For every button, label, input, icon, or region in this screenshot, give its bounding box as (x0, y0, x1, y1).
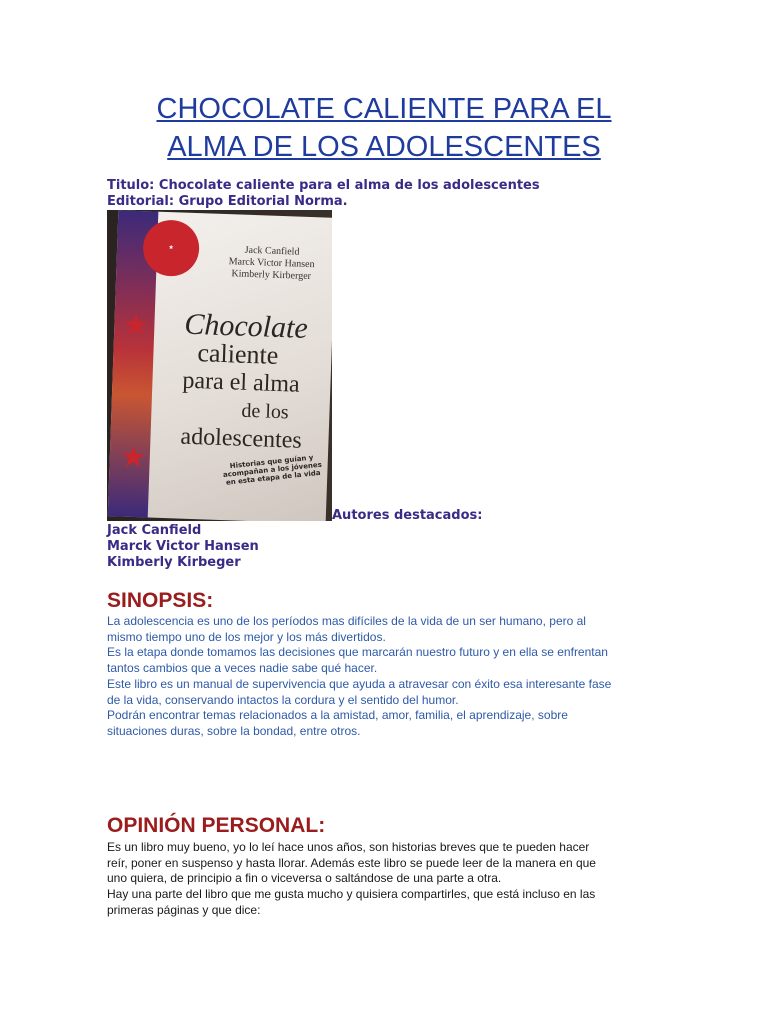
sinopsis-line: de la vida, conservando intactos la cordura y el sentido del humor. (107, 692, 459, 707)
sinopsis-line: mismo tiempo uno de los mejor y los más divertidos. (107, 629, 386, 644)
opinion-line: uno quiera, de principio a fin o viceversa o saltándose de una parte a otra. (107, 871, 502, 886)
cover-title-line: Chocolate (183, 307, 309, 345)
star-icon: ★ (119, 439, 148, 476)
document-title-line-1: CHOCOLATE CALIENTE PARA EL (156, 93, 612, 125)
author-name: Kimberly Kirbeger (107, 555, 241, 570)
opinion-text (107, 840, 667, 919)
opinion-line: reír, poner en suspenso y hasta llorar. Además este libro se puede leer de la manera en que (107, 855, 596, 870)
sinopsis-line: situaciones duras, sobre la bondad, entre otros. (107, 723, 361, 738)
book-cover-image (107, 210, 332, 521)
cover-tagline: Historias que guían y acompañan a los jóvenes en esta etapa de la vida (222, 453, 323, 487)
book-title-field: Titulo: Chocolate caliente para el alma de los adolescentes (107, 178, 540, 193)
opinion-heading: OPINIÓN PERSONAL: (107, 814, 326, 837)
cover-author: Jack Canfield (244, 244, 300, 258)
opinion-line: primeras páginas y que dice: (107, 902, 261, 917)
cover-title (180, 307, 332, 456)
opinion-line: Hay una parte del libro que me gusta mucho y quisiera compartirles, que está incluso en las (107, 887, 596, 902)
book-editorial-field: Editorial: Grupo Editorial Norma. (107, 194, 348, 209)
cover-title-line: de los (241, 399, 290, 424)
sinopsis-text (107, 614, 667, 740)
cover-author: Kimberly Kirberger (231, 268, 312, 283)
cover-title-line: para el alma (182, 367, 301, 398)
sinopsis-line: Podrán encontrar temas relacionados a la amistad, amor, familia, el aprendizaje, sobre (107, 708, 568, 723)
author-name: Marck Victor Hansen (107, 539, 259, 554)
book-cover (108, 210, 332, 521)
star-icon: ★ (121, 307, 150, 344)
featured-authors-list (107, 523, 259, 571)
cover-badge-seal: ★ (142, 219, 200, 277)
opinion-line: Es un libro muy bueno, yo lo leí hace unos años, son historias breves que te pueden hacer (107, 840, 590, 854)
cover-title-line: adolescentes (180, 423, 303, 454)
featured-authors-label: Autores destacados: (332, 508, 483, 523)
document-title-line-2: ALMA DE LOS ADOLESCENTES (167, 131, 601, 163)
sinopsis-line: La adolescencia es uno de los períodos mas difíciles de la vida de un ser humano, pero al (107, 614, 586, 628)
cover-author: Marck Victor Hansen (228, 256, 315, 271)
author-name: Jack Canfield (107, 523, 202, 538)
cover-authors (211, 244, 332, 284)
book-metadata (107, 178, 540, 210)
sinopsis-line: Este libro es un manual de supervivencia que ayuda a atravesar con éxito esa interesante fase (107, 676, 612, 691)
cover-title-line: caliente (196, 338, 279, 370)
sinopsis-heading: SINOPSIS: (107, 589, 214, 612)
sinopsis-line: Es la etapa donde tomamos las decisiones que marcarán nuestro futuro y en ella se enfrentan (107, 645, 608, 660)
sinopsis-line: tantos cambios que a veces nadie sabe qué hacer. (107, 661, 378, 676)
document-title (100, 90, 668, 166)
